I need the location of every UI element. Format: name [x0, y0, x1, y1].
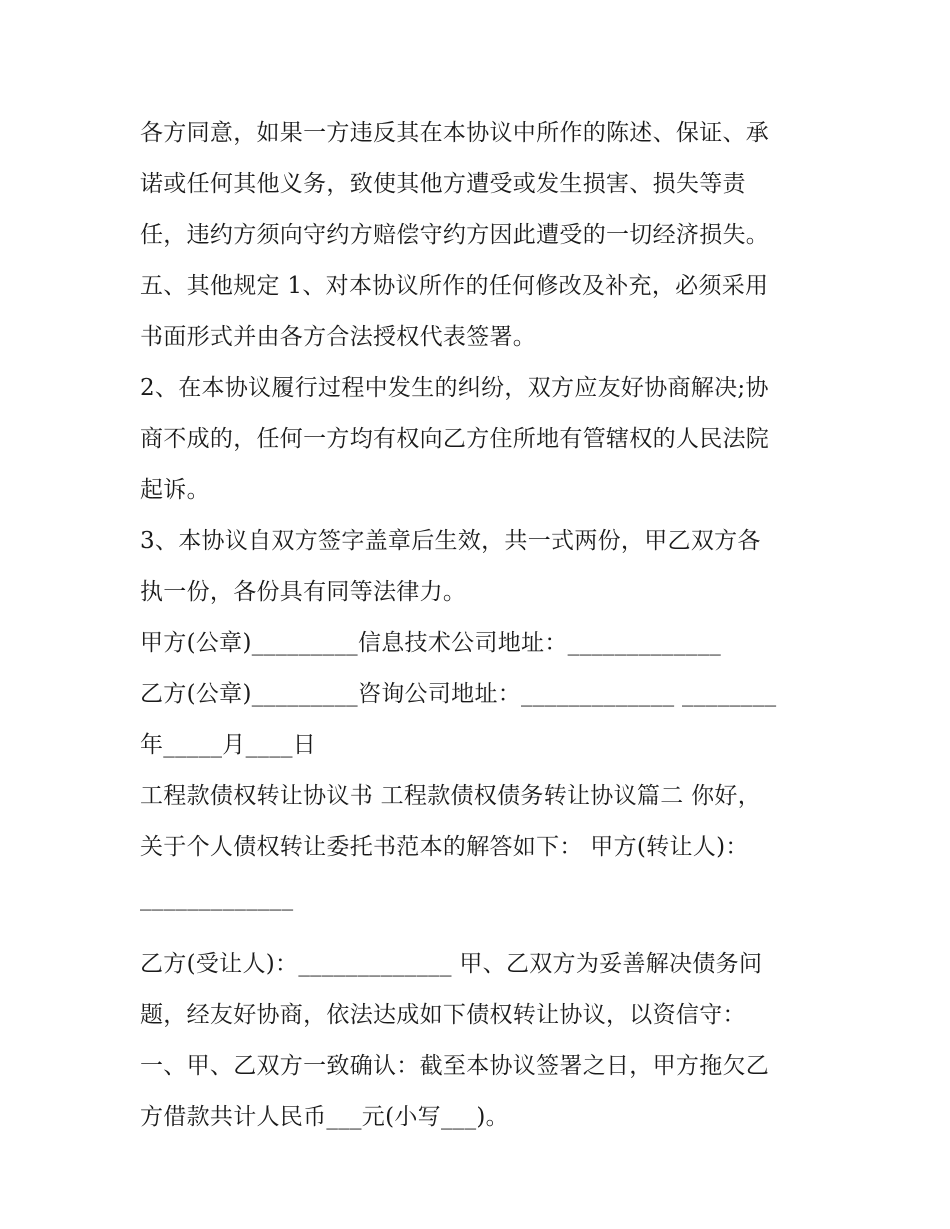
paragraph-line: 书面形式并由各方合法授权代表签署。	[140, 324, 537, 350]
date-line: 年_____月____日	[140, 732, 317, 758]
agreement-two-heading-line: 工程款债权转让协议书 工程款债权债务转让协议篇二 你好，	[140, 783, 762, 809]
paragraph-line: 任，违约方须向守约方赔偿守约方因此遭受的一切经济损失。	[140, 222, 770, 248]
paragraph-line: 商不成的，任何一方均有权向乙方住所地有管辖权的人民法院	[140, 426, 770, 452]
transferee-line: 乙方(受让人)：_____________ 甲、乙双方为妥善解决债务问	[140, 951, 763, 977]
transferor-blank-line: _____________	[140, 885, 294, 911]
paragraph-line: 关于个人债权转让委托书范本的解答如下： 甲方(转让人)：	[140, 834, 749, 860]
paragraph-line: 方借款共计人民币___元(小写___)。	[140, 1104, 509, 1130]
document-body	[140, 108, 820, 1143]
section-five-line: 五、其他规定 1、对本协议所作的任何修改及补充，必须采用	[140, 273, 769, 299]
party-a-signature-line: 甲方(公章)_________信息技术公司地址：_____________	[140, 630, 722, 656]
clause-two-line: 2、在本协议履行过程中发生的纠纷，双方应友好协商解决;协	[140, 375, 769, 401]
article-one-line: 一、甲、乙双方一致确认：截至本协议签署之日，甲方拖欠乙	[140, 1053, 770, 1079]
party-b-signature-line: 乙方(公章)_________咨询公司地址：_____________ ________	[140, 681, 777, 707]
paragraph-line: 起诉。	[140, 477, 210, 503]
paragraph-line: 诺或任何其他义务，致使其他方遭受或发生损害、损失等责	[140, 171, 746, 197]
paragraph-line: 题，经友好协商，依法达成如下债权转让协议，以资信守：	[140, 1002, 746, 1028]
paragraph-line: 执一份，各份具有同等法律力。	[140, 579, 467, 605]
paragraph-line: 各方同意，如果一方违反其在本协议中所作的陈述、保证、承	[140, 120, 770, 146]
clause-three-line: 3、本协议自双方签字盖章后生效，共一式两份，甲乙双方各	[140, 528, 761, 554]
